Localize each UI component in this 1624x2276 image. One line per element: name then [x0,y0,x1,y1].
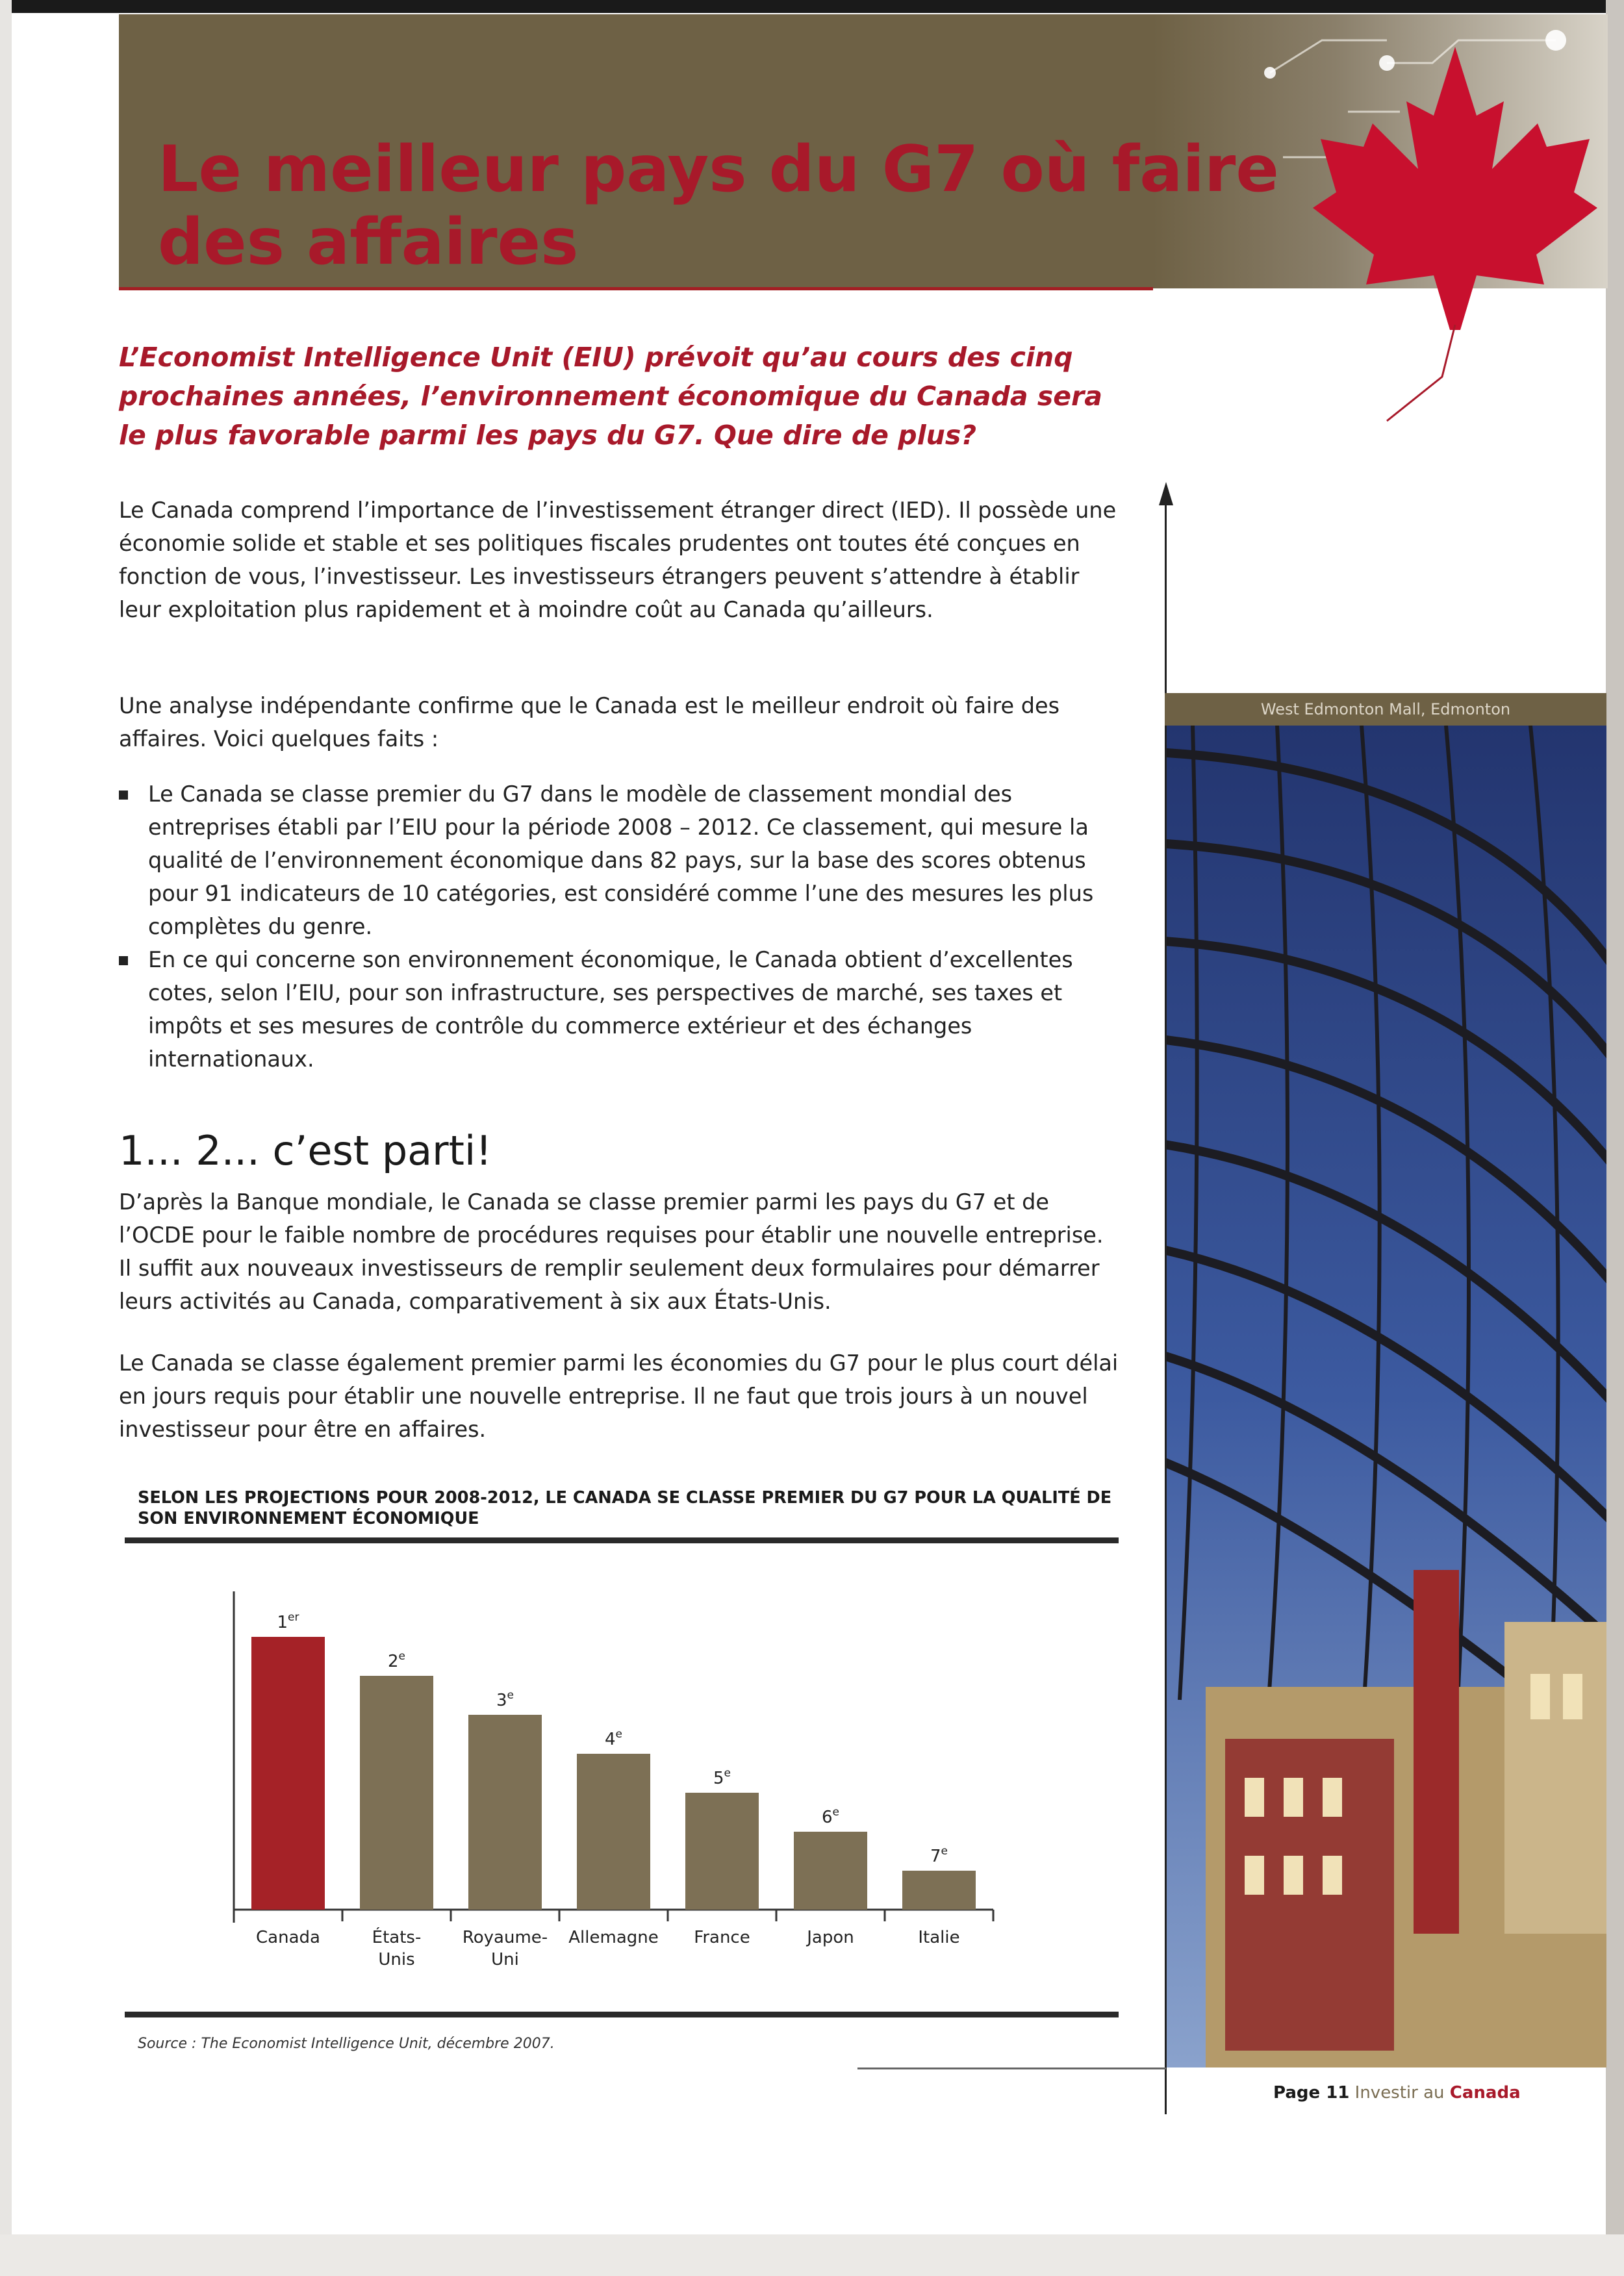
chart-top-rule [125,1537,1119,1543]
category-label-5-0: Japon [807,1928,854,1947]
scan-right-border [1606,0,1624,2276]
category-label-1-0: États- [372,1928,422,1947]
banner-underline [119,287,1153,290]
category-label-2-1: Uni [491,1950,519,1969]
category-label-0-0: Canada [256,1928,320,1947]
facts-list [119,778,1119,1076]
publication-country: Canada [1449,2083,1521,2103]
rank-label-4: 5e [713,1767,731,1788]
scan-bottom-border [0,2234,1624,2276]
list-item-text: Le Canada se classe premier du G7 dans le modèle de classement mondial des entreprises établi par l’EIU pour la période 2008 – 2012. Ce classement, qui mesure la qualité de l’environnement économique dans 82 pays, sur la base des scores obtenus pour 91 indicateurs de 10 catégories, est considéré comme l’une des mesures les plus complètes du genre. [148,781,1094,939]
bar-3 [577,1754,650,1910]
paragraph-banque-mondiale: D’après la Banque mondiale, le Canada se classe premier parmi les pays du G7 et de l’OCDE pour le faible nombre de procédures requises pour établir une nouvelle entreprise. Il suffit aux nouveaux investisseurs de remplir seulement deux formulaires pour démarrer leurs activités au Canada, comparativement à six aux États-Unis. [119,1189,1104,1314]
maple-leaf-icon [1309,39,1601,429]
section-heading: 1... 2... c’est parti! [119,1127,492,1174]
bullet-square-icon [119,790,128,800]
bar-5 [794,1832,867,1910]
rank-label-0: 1er [277,1611,299,1632]
paragraph-analysis: Une analyse indépendante confirme que le Canada est le meilleur endroit où faire des affaires. Voici quelques faits : [119,693,1060,752]
chart-source: Source : The Economist Intelligence Unit, décembre 2007. [138,2036,555,2052]
category-label-4-0: France [694,1928,750,1947]
list-item [119,943,1119,1076]
category-label-6-0: Italie [918,1928,960,1947]
scan-top-border [0,0,1624,13]
rank-label-2: 3e [496,1689,514,1710]
arrow-up-icon [1159,482,1173,505]
mall-photo [1167,726,1606,2067]
rank-label-5: 6e [821,1806,840,1827]
paragraph-delai: Le Canada se classe également premier parmi les économies du G7 pour le plus court délai en jours requis pour établir une nouvelle entreprise. Il ne faut que trois jours à un nouvel investisseur pour être en affaires. [119,1350,1119,1442]
category-label-3-0: Allemagne [568,1928,659,1947]
bar-2 [468,1715,542,1910]
rank-label-6: 7e [930,1845,948,1866]
category-label-1-1: Unis [378,1950,415,1969]
category-label-2-0: Royaume- [462,1928,548,1947]
publication-name: Investir au [1354,2083,1445,2103]
list-item-text: En ce qui concerne son environnement économique, le Canada obtient d’excellentes cotes, selon l’EIU, pour son infrastructure, ses perspectives de marché, ses taxes et impôts et ses mesures de contrôle du commerce extérieur et des échanges internationaux. [148,947,1073,1072]
page-title [158,133,1279,279]
paragraph-ied: Le Canada comprend l’importance de l’investissement étranger direct (IED). Il possède une économie solide et stable et ses politiques fiscales prudentes ont toutes été conçues en fonction de vous, l’investisseur. Les investisseurs étrangers peuvent s’attendre à établir leur exploitation plus rapidement et à moindre coût au Canada qu’ailleurs. [119,498,1117,622]
bar-0 [251,1637,325,1910]
list-item [119,778,1119,943]
page-number: Page 11 [1273,2083,1350,2103]
bullet-square-icon [119,956,128,965]
bar-4 [685,1793,759,1910]
bar-1 [360,1676,433,1910]
photo-caption: West Edmonton Mall, Edmonton [1165,693,1606,726]
ranking-bar-chart [125,1546,1119,2001]
rank-label-3: 4e [604,1728,623,1749]
scan-left-border [0,0,12,2276]
footer-rule [857,2067,1166,2069]
rank-label-1: 2e [387,1650,406,1671]
page-title-line-1: Le meilleur pays du G7 où faire [158,133,1279,207]
intro-lead: L’Economist Intelligence Unit (EIU) prévoit qu’au cours des cinq prochaines années, l’environnement économique du Canada sera le plus favorable parmi les pays du G7. Que dire de plus? [119,342,1102,451]
page-title-line-2: des affaires [158,205,579,279]
page-footer [1273,2082,1521,2104]
chart-bottom-rule [125,2012,1119,2017]
bar-6 [902,1871,976,1910]
chart-title: SELON LES PROJECTIONS POUR 2008-2012, LE CANADA SE CLASSE PREMIER DU G7 POUR LA QUALITÉ DE SON ENVIRONNEMENT ÉCONOMIQUE [138,1488,1112,1528]
